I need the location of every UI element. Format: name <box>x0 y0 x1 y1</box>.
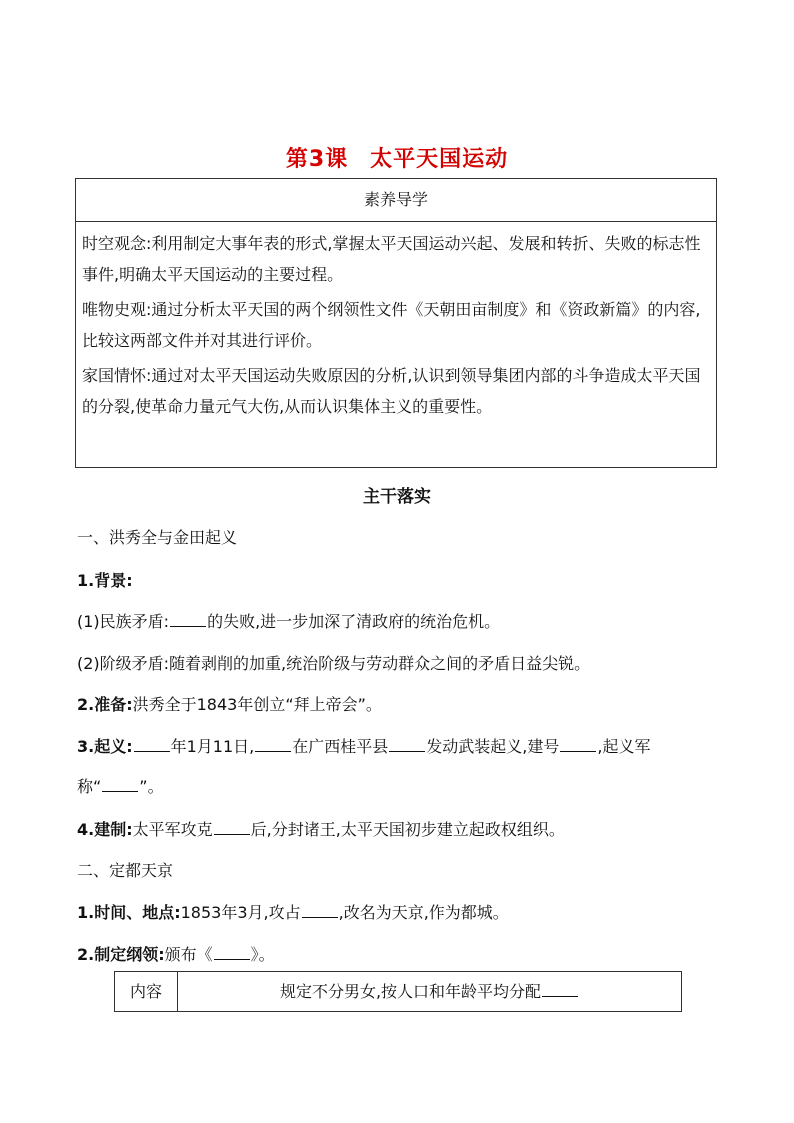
time-place-line: 1.时间、地点:1853年3月,攻占 ,改名为天京,作为都城。 <box>77 903 509 922</box>
table-label: 内容 <box>115 972 178 1011</box>
preparation-line: 2.准备:洪秀全于1843年创立“拜上帝会”。 <box>77 695 382 714</box>
section1-title: 一、洪秀全与金田起义 <box>77 528 238 547</box>
program-line: 2.制定纲领:颁布《 》。 <box>77 945 275 964</box>
answer-blank[interactable] <box>542 982 578 997</box>
guide-item-spacetime: 时空观念:利用制定大事年表的形式,掌握太平天国运动兴起、发展和转折、失败的标志性事件,明确太平天国运动的主要过程。 <box>82 234 701 284</box>
program-content-table <box>114 971 682 1012</box>
answer-blank[interactable] <box>255 737 291 752</box>
guide-box <box>75 178 717 468</box>
uprising-label: 3.起义: <box>77 737 133 756</box>
answer-blank[interactable] <box>302 903 338 918</box>
establishment-label: 4.建制: <box>77 820 133 839</box>
main-heading: 主干落实 <box>363 487 431 507</box>
establishment-line: 4.建制:太平军攻克 后,分封诸王,太平天国初步建立起政权组织。 <box>77 820 565 839</box>
guide-body <box>76 222 716 422</box>
answer-blank[interactable] <box>389 737 425 752</box>
answer-blank[interactable] <box>214 820 250 835</box>
lesson-number: 第3课 <box>285 147 349 172</box>
program-label: 2.制定纲领: <box>77 945 165 964</box>
uprising-line-2: 称“ ”。 <box>77 777 164 796</box>
time-place-label: 1.时间、地点: <box>77 903 181 922</box>
answer-blank[interactable] <box>170 612 206 627</box>
lesson-topic: 太平天国运动 <box>370 147 509 172</box>
guide-item-materialism: 唯物史观:通过分析太平天国的两个纲领性文件《天朝田亩制度》和《资政新篇》的内容,比较这两部文件并对其进行评价。 <box>82 300 701 350</box>
guide-item-patriotism: 家国情怀:通过对太平天国运动失败原因的分析,认识到领导集团内部的斗争造成太平天国的分裂,使革命力量元气大伤,从而认识集体主义的重要性。 <box>82 366 701 416</box>
guide-heading: 素养导学 <box>76 179 716 222</box>
section2-title: 二、定都天京 <box>77 861 174 880</box>
background-class: (2)阶级矛盾:随着剥削的加重,统治阶级与劳动群众之间的矛盾日益尖锐。 <box>77 654 591 673</box>
preparation-label: 2.准备: <box>77 695 133 714</box>
answer-blank[interactable] <box>102 777 138 792</box>
background-national: (1)民族矛盾: 的失败,进一步加深了清政府的统治危机。 <box>77 612 501 631</box>
background-label: 1.背景: <box>77 571 133 590</box>
uprising-line: 3.起义: 年1月11日, 在广西桂平县 发动武装起义,建号 ,起义军 <box>77 737 651 756</box>
lesson-title <box>0 142 794 173</box>
table-content: 规定不分男女,按人口和年龄平均分配 <box>178 972 681 1011</box>
answer-blank[interactable] <box>134 737 170 752</box>
background-label-line <box>77 568 133 591</box>
answer-blank[interactable] <box>560 737 596 752</box>
answer-blank[interactable] <box>214 945 250 960</box>
